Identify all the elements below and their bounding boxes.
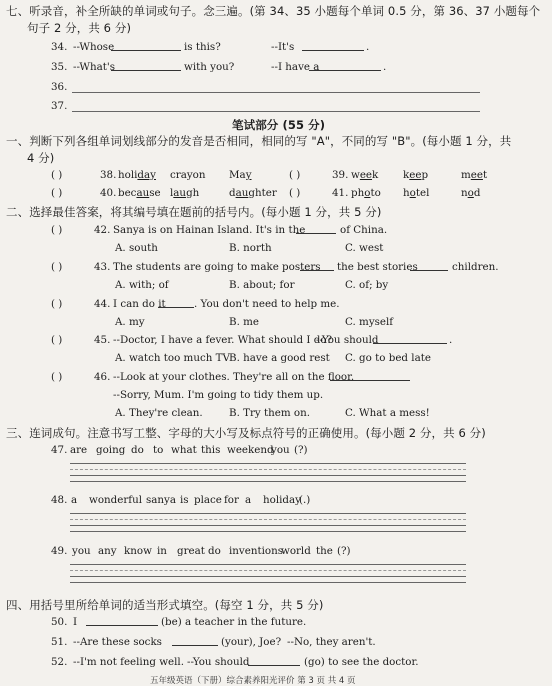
q51-blank[interactable] xyxy=(172,636,218,646)
q43-stem-a: The students are going to make posters xyxy=(113,261,321,273)
q52-text-b: --You should xyxy=(187,656,250,668)
q49-word: any xyxy=(98,545,117,557)
section2-heading: 二、选择最佳答案，将其编号填在题前的括号内。(每小题 1 分，共 5 分) xyxy=(6,205,382,219)
q49-writing-line-3[interactable] xyxy=(70,576,466,577)
q46-blank[interactable] xyxy=(330,371,410,381)
q45-number: 45. xyxy=(94,334,111,346)
q40-word-3: daughter xyxy=(229,187,277,199)
section7-heading-line1: 七、听录音，补全所缺的单词或句子。念三遍。(第 34、35 小题每个单词 0.5 分，第 36、37 小题每个 xyxy=(6,4,541,18)
q34-blank-2[interactable] xyxy=(302,41,364,51)
q45-option-b: B. have a good rest xyxy=(229,352,330,364)
q45-blank[interactable] xyxy=(373,334,447,344)
q52-blank[interactable] xyxy=(248,656,300,666)
q43-option-a: A. with; of xyxy=(115,279,169,291)
q40-word-1: because xyxy=(118,187,161,199)
q50-text-a: I xyxy=(73,616,78,628)
q46-option-b: B. Try them on. xyxy=(229,407,310,419)
q42-option-b: B. north xyxy=(229,242,272,254)
q47-word: what xyxy=(171,444,197,456)
q44-stem-a: I can do it xyxy=(113,298,166,310)
q34-text-d: . xyxy=(366,41,370,53)
q48-word: holiday xyxy=(263,494,301,506)
q44-option-a: A. my xyxy=(115,316,145,328)
q52-text-a: --I'm not feeling well. xyxy=(73,656,184,668)
q47-word: to xyxy=(153,444,164,456)
q48-word: place xyxy=(194,494,222,506)
q49-word: know xyxy=(124,545,152,557)
section7-heading-line2: 句子 2 分，共 6 分) xyxy=(27,21,132,35)
q45-stem-c: . xyxy=(449,334,453,346)
q47-writing-line-3[interactable] xyxy=(70,475,466,476)
q47-word: do xyxy=(131,444,144,456)
q35-blank-1[interactable] xyxy=(111,61,181,71)
q47-word: you xyxy=(271,444,290,456)
page-footer: 五年级英语（下册）综合素养阳光评价 第 3 页 共 4 页 xyxy=(150,676,356,686)
q43-stem-b: the best stories xyxy=(337,261,418,273)
q40-word-2: laugh xyxy=(170,187,200,199)
q44-number: 44. xyxy=(94,298,111,310)
q44-option-b: B. me xyxy=(229,316,259,328)
q35-text-d: . xyxy=(383,61,387,73)
q44-stem-b: . You don't need to help me. xyxy=(194,298,340,310)
q39-answer-paren[interactable]: ( ) xyxy=(289,169,301,181)
q46-stem-a: --Look at your clothes. They're all on the floor. xyxy=(113,371,355,383)
q46-option-c: C. What a mess! xyxy=(345,407,430,419)
q51-number: 51. xyxy=(51,636,68,648)
q48-word: (.) xyxy=(299,494,311,506)
q40-answer-paren[interactable]: ( ) xyxy=(51,187,63,199)
q48-writing-line-3[interactable] xyxy=(70,525,466,526)
q36-number: 36. xyxy=(51,81,68,93)
q48-writing-line-2[interactable] xyxy=(70,519,466,520)
q44-answer-paren[interactable]: ( ) xyxy=(51,298,63,310)
q48-word: a xyxy=(71,494,78,506)
q46-option-a: A. They're clean. xyxy=(115,407,203,419)
q47-word: weekend xyxy=(227,444,274,456)
q38-answer-paren[interactable]: ( ) xyxy=(51,169,63,181)
q37-answer-line[interactable] xyxy=(72,111,480,112)
q47-writing-line-1[interactable] xyxy=(70,463,466,464)
q41-word-3: nod xyxy=(461,187,481,199)
q49-word: inventions xyxy=(229,545,284,557)
q35-blank-2[interactable] xyxy=(309,61,381,71)
q45-stem-b: --You should xyxy=(316,334,379,346)
q49-writing-line-4[interactable] xyxy=(70,582,466,583)
q48-writing-line-4[interactable] xyxy=(70,531,466,532)
q41-word-1: photo xyxy=(351,187,381,199)
section1-heading-line1: 一、判断下列各组单词划线部分的发音是否相同，相同的写 "A"，不同的写 "B"。(每小题 1 分，共 xyxy=(6,134,512,148)
q34-text-c: --It's xyxy=(271,41,295,53)
q45-stem-a: --Doctor, I have a fever. What should I do? xyxy=(113,334,333,346)
q42-stem-a: Sanya is on Hainan Island. It's in the xyxy=(113,224,306,236)
q49-word: (?) xyxy=(337,545,351,557)
q47-writing-line-4[interactable] xyxy=(70,481,466,482)
q43-option-c: C. of; by xyxy=(345,279,389,291)
q48-writing-line-1[interactable] xyxy=(70,513,466,514)
q46-stem-line2: --Sorry, Mum. I'm going to tidy them up. xyxy=(113,389,324,401)
q51-text-c: --No, they aren't. xyxy=(287,636,376,648)
q43-number: 43. xyxy=(94,261,111,273)
q42-blank[interactable] xyxy=(296,224,336,234)
q39-word-1: week xyxy=(351,169,379,181)
section1-heading-line2: 4 分) xyxy=(27,151,55,165)
q49-number: 49. xyxy=(51,545,68,557)
q48-word: for xyxy=(224,494,239,506)
q42-option-c: C. west xyxy=(345,242,384,254)
q50-text-b: (be) a teacher in the future. xyxy=(161,616,307,628)
q42-number: 42. xyxy=(94,224,111,236)
q41-word-2: hotel xyxy=(403,187,430,199)
q49-writing-line-2[interactable] xyxy=(70,570,466,571)
section3-heading: 三、连词成句。注意书写工整、字母的大小写及标点符号的正确使用。(每小题 2 分，共 6 分) xyxy=(6,426,486,440)
q45-option-c: C. go to bed late xyxy=(345,352,431,364)
q49-word: great xyxy=(177,545,205,557)
q34-text-b: is this? xyxy=(184,41,221,53)
q48-word: is xyxy=(180,494,189,506)
q44-option-c: C. myself xyxy=(345,316,394,328)
q34-text-a: --Whose xyxy=(73,41,115,53)
q51-text-a: --Are these socks xyxy=(73,636,162,648)
q41-answer-paren[interactable]: ( ) xyxy=(289,187,301,199)
written-part-title: 笔试部分 (55 分) xyxy=(232,118,326,132)
q38-word-3: May xyxy=(229,169,252,181)
q42-answer-paren[interactable]: ( ) xyxy=(51,224,63,236)
q34-blank-1[interactable] xyxy=(111,41,181,51)
q49-word: in xyxy=(157,545,167,557)
q49-word: you xyxy=(72,545,91,557)
q47-word: are xyxy=(70,444,88,456)
q42-stem-b: of China. xyxy=(340,224,388,236)
q45-option-a: A. watch too much TV xyxy=(115,352,230,364)
q45-answer-paren[interactable]: ( ) xyxy=(51,334,63,346)
q47-word: this xyxy=(201,444,221,456)
q47-writing-line-2[interactable] xyxy=(70,469,466,470)
q50-blank[interactable] xyxy=(86,616,158,626)
q49-word: the xyxy=(316,545,333,557)
q43-option-b: B. about; for xyxy=(229,279,295,291)
q47-word: (?) xyxy=(294,444,308,456)
q39-word-3: meet xyxy=(461,169,488,181)
q34-number: 34. xyxy=(51,41,68,53)
q43-answer-paren[interactable]: ( ) xyxy=(51,261,63,273)
q52-number: 52. xyxy=(51,656,68,668)
q49-word: world xyxy=(281,545,311,557)
q38-word-2: crayon xyxy=(170,169,206,181)
q48-word: a xyxy=(245,494,252,506)
q35-text-a: --What's xyxy=(73,61,116,73)
q48-word: sanya xyxy=(146,494,177,506)
q35-text-c: --I have a xyxy=(271,61,320,73)
q36-answer-line[interactable] xyxy=(72,92,480,93)
q46-answer-paren[interactable]: ( ) xyxy=(51,371,63,383)
q38-number: 38. xyxy=(100,169,117,181)
q43-blank-2[interactable] xyxy=(410,261,448,271)
q49-word: do xyxy=(208,545,221,557)
q43-blank-1[interactable] xyxy=(300,261,334,271)
q47-number: 47. xyxy=(51,444,68,456)
q42-option-a: A. south xyxy=(115,242,158,254)
q51-text-b: (your), Joe? xyxy=(221,636,282,648)
q39-word-2: keep xyxy=(403,169,429,181)
q46-number: 46. xyxy=(94,371,111,383)
q52-text-c: (go) to see the doctor. xyxy=(304,656,419,668)
q35-number: 35. xyxy=(51,61,68,73)
q49-writing-line-1[interactable] xyxy=(70,564,466,565)
q43-stem-c: children. xyxy=(452,261,499,273)
q44-blank[interactable] xyxy=(158,298,194,308)
q38-word-1: holiday xyxy=(118,169,156,181)
section4-heading: 四、用括号里所给单词的适当形式填空。(每空 1 分，共 5 分) xyxy=(6,598,324,612)
q47-word: going xyxy=(96,444,126,456)
q48-word: wonderful xyxy=(89,494,142,506)
q35-text-b: with you? xyxy=(184,61,235,73)
q40-number: 40. xyxy=(100,187,117,199)
q39-number: 39. xyxy=(332,169,349,181)
q37-number: 37. xyxy=(51,100,68,112)
q48-number: 48. xyxy=(51,494,68,506)
q50-number: 50. xyxy=(51,616,68,628)
q41-number: 41. xyxy=(332,187,349,199)
